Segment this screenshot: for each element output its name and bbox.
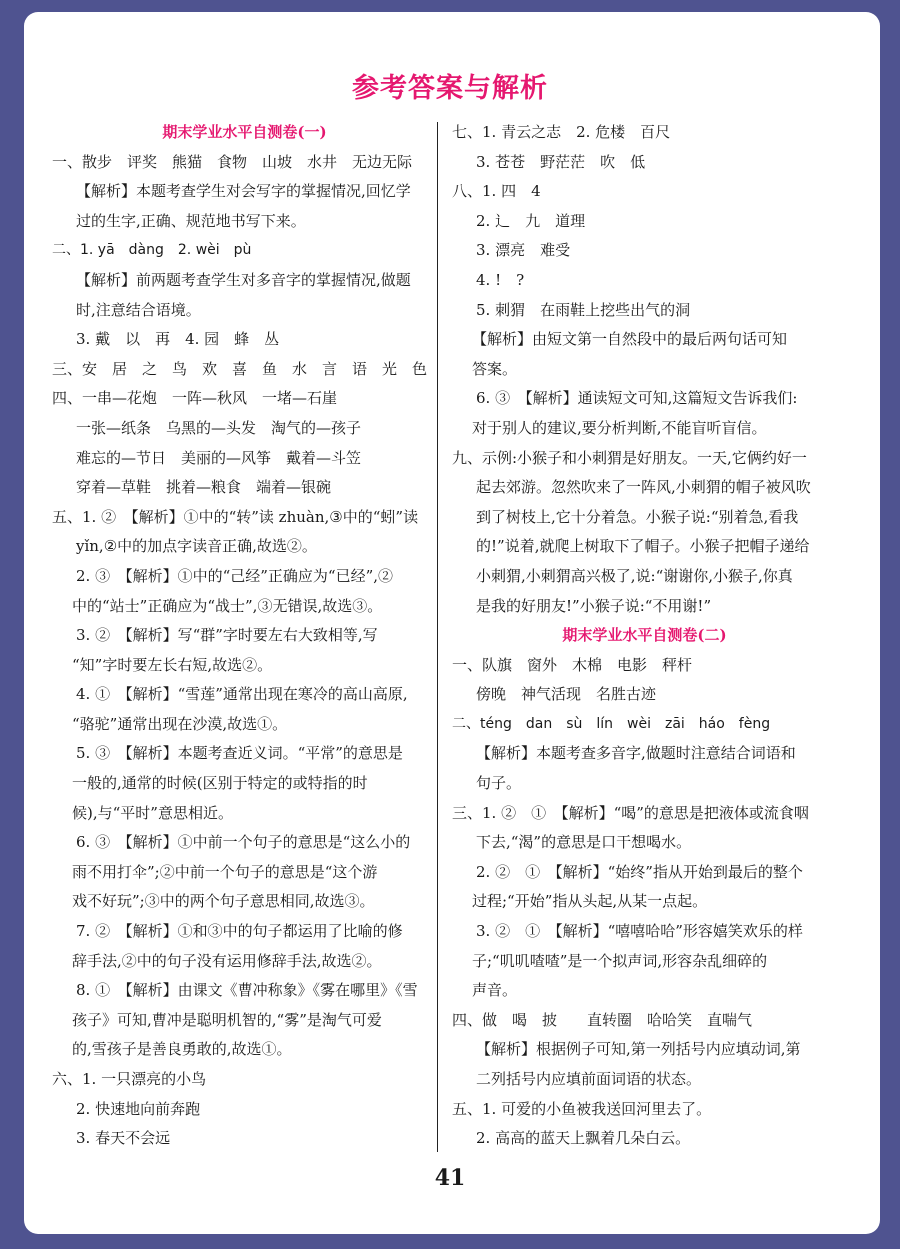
answer-line: “知”字时要左长右短,故选②。	[72, 655, 273, 674]
answer-line: 6. ③ 【解析】通读短文可知,这篇短文告诉我们:	[476, 389, 798, 408]
answer-line: 7. ② 【解析】①和③中的句子都运用了比喻的修	[76, 922, 403, 941]
answer-line: 三、安 居 之 鸟 欢 喜 鱼 水 言 语 光 色	[52, 359, 428, 378]
answer-line: 对于别人的建议,要分析判断,不能盲听盲信。	[472, 418, 767, 437]
section-heading: 期末学业水平自测卷(二)	[562, 626, 727, 645]
answer-line: 九、示例:小猴子和小刺猬是好朋友。一天,它俩约好一	[452, 448, 807, 467]
column-divider	[437, 122, 438, 1152]
answer-line: 8. ① 【解析】由课文《曹冲称象》《雾在哪里》《雪	[76, 981, 418, 1000]
answer-line: 下去,“渴”的意思是口干想喝水。	[476, 833, 692, 852]
answer-line: 6. ③ 【解析】①中前一个句子的意思是“这么小的	[76, 833, 411, 852]
answer-line: 【解析】本题考查学生对会写字的掌握情况,回忆学	[76, 182, 411, 201]
answer-line: 中的“站士”正确应为“战士”,③无错误,故选③。	[72, 596, 383, 615]
answer-line: 六、1. 一只漂亮的小鸟	[52, 1070, 207, 1088]
answer-line: 一张—纸条 乌黑的—头发 淘气的—孩子	[76, 418, 362, 437]
answer-line: 答案。	[472, 359, 518, 378]
answer-line: 2. 辶 九 道理	[476, 211, 586, 230]
answer-line: “骆驼”通常出现在沙漠,故选①。	[72, 714, 288, 733]
answer-line: 2. 高高的蓝天上飘着几朵白云。	[476, 1129, 691, 1148]
answer-line: 的,雪孩子是善良勇敢的,故选①。	[72, 1040, 292, 1059]
answer-line: 难忘的—节日 美丽的—风筝 戴着—斗笠	[76, 448, 362, 467]
answer-line: 二列括号内应填前面词语的状态。	[476, 1070, 702, 1088]
answer-line: 二、1. yā dàng 2. wèi pù	[52, 242, 252, 259]
answer-line: 七、1. 青云之志 2. 危楼 百尺	[452, 123, 671, 141]
answer-line: 四、做 喝 披 直转圈 哈哈笑 直喘气	[452, 1010, 753, 1029]
answer-line: 穿着—草鞋 挑着—粮食 端着—银碗	[76, 478, 332, 497]
answer-line: 孩子》可知,曹冲是聪明机智的,“雾”是淘气可爱	[72, 1010, 382, 1029]
answer-line: 过程;“开始”指从头起,从某一点起。	[472, 892, 708, 911]
answer-line: 一、队旗 窗外 木棉 电影 秤杆	[452, 655, 693, 674]
answer-line: 3. 苍苍 野茫茫 吹 低	[476, 152, 646, 171]
answer-line: 候),与“平时”意思相近。	[72, 803, 233, 822]
answer-line: 3. 戴 以 再 4. 园 蜂 丛	[76, 330, 280, 349]
answer-line: 戏不好玩”;③中的两个句子意思相同,故选③。	[72, 892, 375, 911]
answer-line: yǐn,②中的加点字读音正确,故选②。	[76, 537, 317, 556]
answer-line: 声音。	[472, 981, 518, 1000]
answer-line: 4. ! ?	[476, 270, 525, 289]
answer-line: 的!”说着,就爬上树取下了帽子。小猴子把帽子递给	[476, 537, 810, 556]
answer-line: 3. ② ① 【解析】“嘻嘻哈哈”形容嬉笑欢乐的样	[476, 922, 803, 941]
answer-line: 2. ③ 【解析】①中的“己经”正确应为“已经”,②	[76, 566, 394, 585]
answer-line: 三、1. ② ① 【解析】“喝”的意思是把液体或流食咽	[452, 803, 809, 822]
answer-line: 是我的好朋友!”小猴子说:“不用谢!”	[476, 596, 712, 615]
answer-line: 八、1. 四 4	[452, 182, 541, 201]
answer-line: 3. 漂亮 难受	[476, 241, 571, 260]
page-number: 41	[434, 1165, 466, 1191]
left-column	[52, 118, 437, 1154]
answer-line: 4. ① 【解析】“雪莲”通常出现在寒冷的高山高原,	[76, 685, 408, 704]
answer-line: 句子。	[476, 774, 522, 793]
answer-line: 傍晚 神气活现 名胜古迹	[476, 685, 657, 704]
answer-line: 到了树枝上,它十分着急。小猴子说:“别着急,看我	[476, 507, 799, 526]
answer-line: 【解析】前两题考查学生对多音字的掌握情况,做题	[76, 270, 411, 289]
answer-line: 小刺猬,小刺猬高兴极了,说:“谢谢你,小猴子,你真	[476, 566, 793, 585]
section-heading: 期末学业水平自测卷(一)	[162, 123, 327, 141]
answer-line: 二、téng dan sù lín wèi zāi háo fèng	[452, 715, 771, 732]
answer-line: 五、1. 可爱的小鱼被我送回河里去了。	[452, 1099, 712, 1118]
answer-line: 雨不用打伞”;②中前一个句子的意思是“这个游	[72, 862, 378, 881]
answer-line: 3. 春天不会远	[76, 1129, 171, 1148]
answer-line: 2. 快速地向前奔跑	[76, 1099, 201, 1118]
page-title: 参考答案与解析	[352, 73, 548, 104]
right-column	[452, 118, 837, 1154]
answer-line: 过的生字,正确、规范地书写下来。	[76, 211, 306, 230]
answer-line: 【解析】由短文第一自然段中的最后两句话可知	[472, 330, 788, 349]
answer-line: 辞手法,②中的句子没有运用修辞手法,故选②。	[72, 951, 382, 970]
answer-line: 5. 刺猬 在雨鞋上挖些出气的洞	[476, 300, 691, 319]
answer-line: 一般的,通常的时候(区别于特定的或特指的时	[72, 774, 368, 793]
answer-line: 5. ③ 【解析】本题考查近义词。“平常”的意思是	[76, 744, 403, 763]
answer-line: 3. ② 【解析】写“群”字时要左右大致相等,写	[76, 626, 378, 645]
answer-line: 五、1. ② 【解析】①中的“转”读 zhuàn,③中的“蚓”读	[52, 507, 419, 526]
answer-line: 2. ② ① 【解析】“始终”指从开始到最后的整个	[476, 862, 803, 881]
answer-line: 子;“叽叽喳喳”是一个拟声词,形容杂乱细碎的	[472, 951, 768, 970]
answer-line: 起去郊游。忽然吹来了一阵风,小刺猬的帽子被风吹	[476, 478, 811, 497]
answer-line: 四、一串—花炮 一阵—秋风 一堵—石崖	[52, 389, 338, 408]
answer-line: 时,注意结合语境。	[76, 300, 201, 319]
answer-line: 【解析】根据例子可知,第一列括号内应填动词,第	[476, 1040, 801, 1059]
answer-line: 【解析】本题考查多音字,做题时注意结合词语和	[476, 744, 796, 763]
answer-line: 一、散步 评奖 熊猫 食物 山坡 水井 无边无际	[52, 152, 413, 171]
